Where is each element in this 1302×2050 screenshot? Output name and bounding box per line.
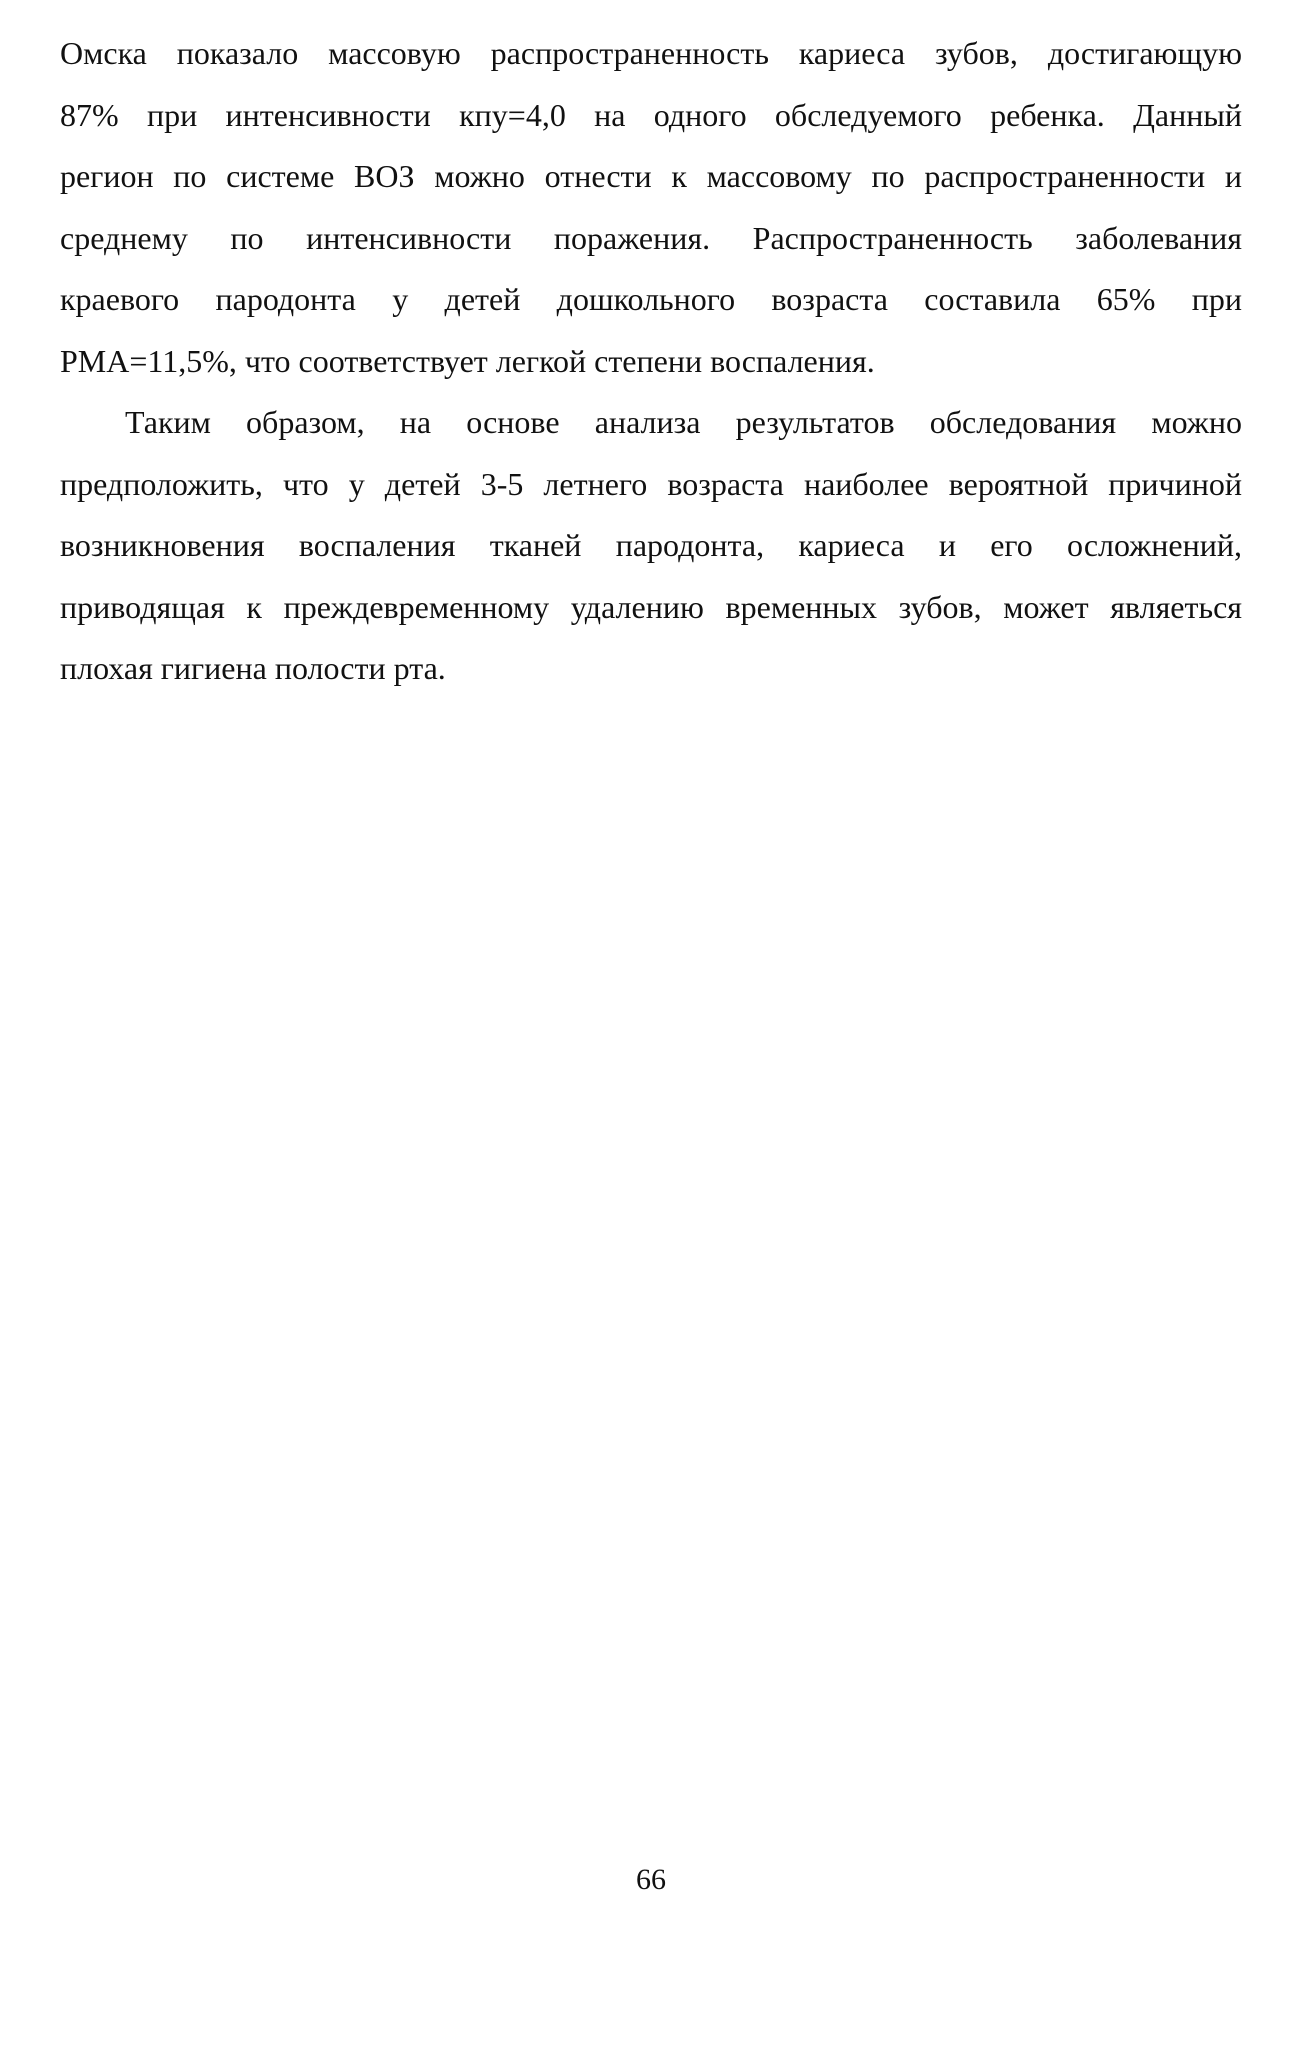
text-line: 87% при интенсивности кпу=4,0 на одного обследуемого ребенка. Данный bbox=[60, 96, 1242, 133]
text-line: Омска показало массовую распространенность кариеса зубов, достигающую bbox=[60, 35, 1242, 71]
body-text bbox=[60, 28, 1242, 705]
text-line: PMA=11,5%, что соответствует легкой степени воспаления. bbox=[60, 342, 875, 379]
text-line: Таким образом, на основе анализа результатов обследования можно bbox=[125, 404, 1242, 440]
text-line: краевого пародонта у детей дошкольного возраста составила 65% при bbox=[60, 281, 1242, 317]
paragraph-1 bbox=[60, 28, 1242, 397]
page-number: 66 bbox=[636, 1863, 666, 1896]
text-line: предположить, что у детей 3-5 летнего возраста наиболее вероятной причиной bbox=[60, 465, 1242, 502]
text-line: плохая гигиена полости рта. bbox=[60, 650, 446, 686]
text-line: возникновения воспаления тканей пародонта, кариеса и его осложнений, bbox=[60, 527, 1242, 563]
paragraph-2 bbox=[60, 397, 1242, 705]
text-line: регион по системе ВОЗ можно отнести к массовому по распространенности и bbox=[60, 158, 1242, 194]
text-line: среднему по интенсивности поражения. Распространенность заболевания bbox=[60, 219, 1242, 256]
text-line: приводящая к преждевременному удалению временных зубов, может являеться bbox=[60, 588, 1242, 625]
